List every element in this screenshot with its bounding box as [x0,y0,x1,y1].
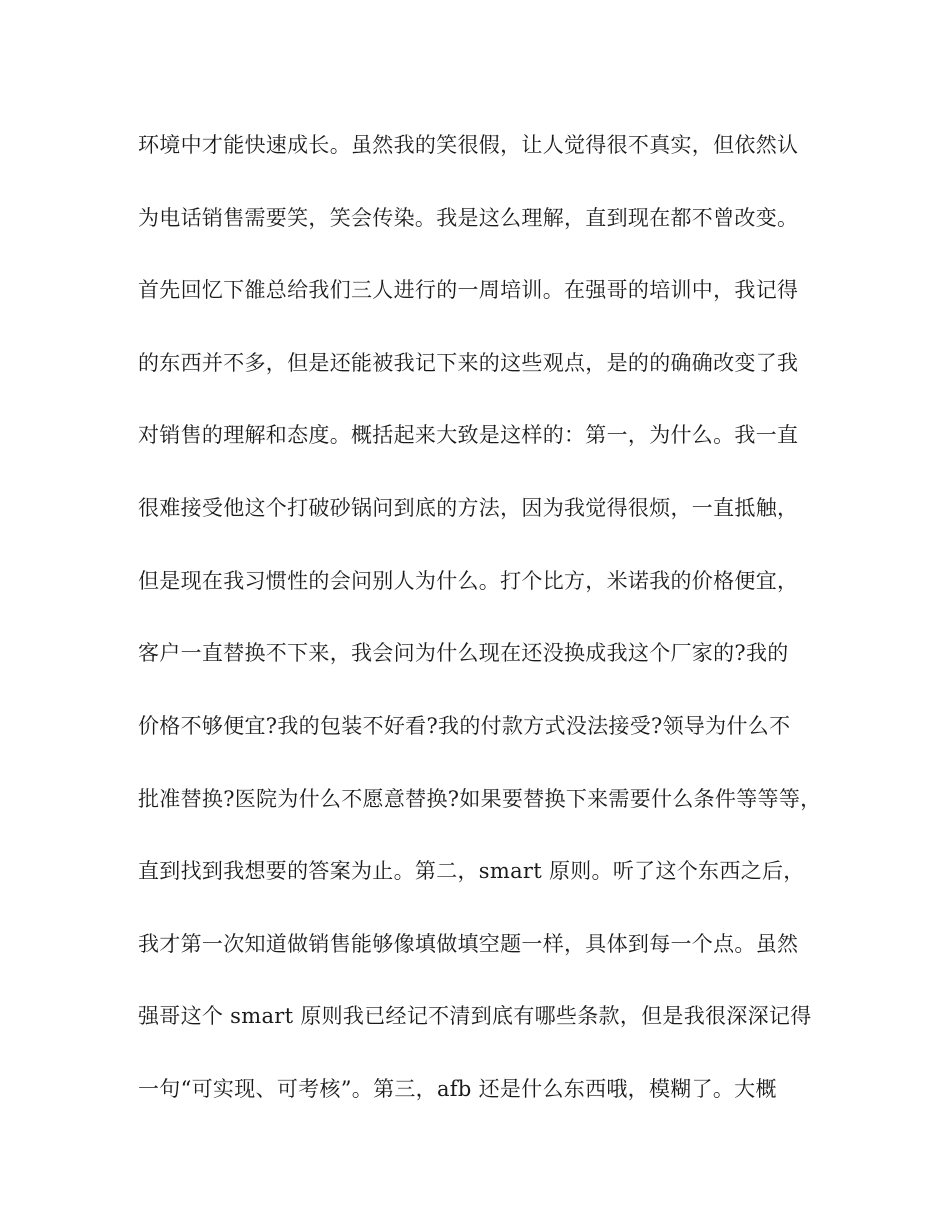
text-line: 对销售的理解和态度。概括起来大致是这样的：第一，为什么。我一直 [138,423,799,447]
text-line: 批准替换?医院为什么不愿意替换?如果要替换下来需要什么条件等等等， [138,787,822,811]
text-line: 直到找到我想要的答案为止。第二，smart 原则。听了这个东西之后， [138,859,805,883]
text-line: 价格不够便宜?我的包装不好看?我的付款方式没法接受?领导为什么不 [138,714,791,738]
text-line: 的东西并不多，但是还能被我记下来的这些观点，是的的确确改变了我 [138,351,799,375]
text-line: 环境中才能快速成长。虽然我的笑很假，让人觉得很不真实，但依然认 [138,133,799,157]
text-line: 一句“可实现、可考核”。第三，afb 还是什么东西哦，模糊了。大概 [138,1077,777,1101]
text-line: 客户一直替换不下来，我会问为什么现在还没换成我这个厂家的?我的 [138,641,789,665]
text-line: 很难接受他这个打破砂锅问到底的方法，因为我觉得很烦，一直抵触， [138,496,799,520]
text-line: 强哥这个 smart 原则我已经记不清到底有哪些条款，但是我很深深记得 [138,1004,812,1028]
text-line: 首先回忆下雒总给我们三人进行的一周培训。在强哥的培训中，我记得 [138,278,799,302]
text-line: 我才第一次知道做销售能够像填做填空题一样，具体到每一个点。虽然 [138,932,799,956]
text-line: 但是现在我习惯性的会问别人为什么。打个比方，米诺我的价格便宜， [138,569,799,593]
text-line: 为电话销售需要笑，笑会传染。我是这么理解，直到现在都不曾改变。 [138,206,799,230]
